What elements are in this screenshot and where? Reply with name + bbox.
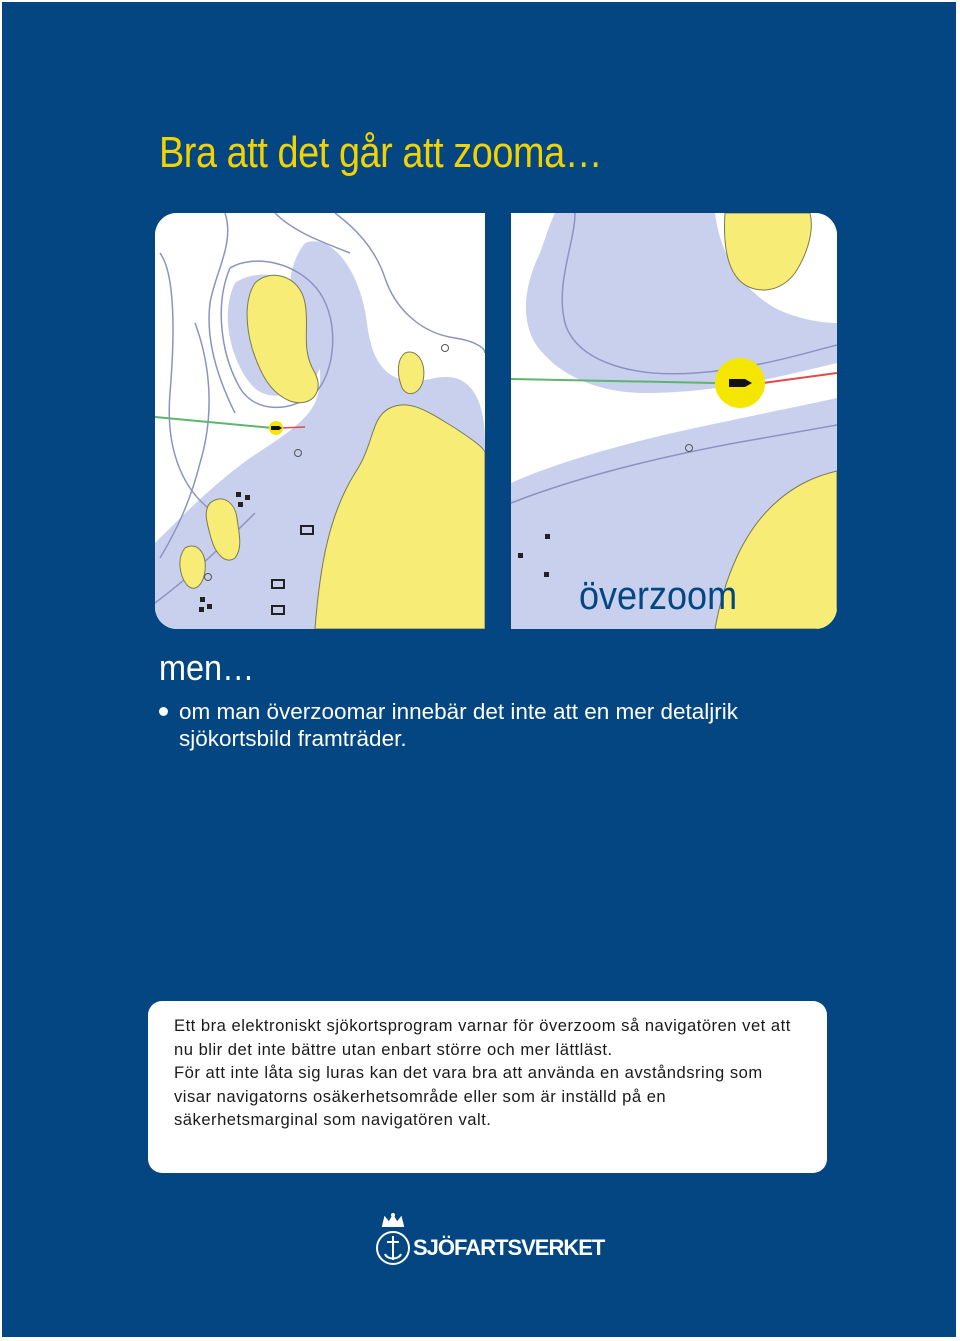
info-text-content: Ett bra elektroniskt sjökortsprogram varnar för överzoom så navigatören vet att nu blir det inte bättre utan enbart större och mer lättläst. För att inte låta sig luras kan det vara bra att använda en avståndsring som visar navigatorns osäkerhetsområde eller som är inställd på en säkerhetsmarginal som navigatören valt.: [174, 1016, 791, 1129]
bullet-list: [159, 698, 849, 752]
sjofartsverket-logo: [375, 1212, 605, 1274]
chart-comparison-image: [155, 213, 837, 629]
info-text: [174, 1014, 804, 1132]
bullet-icon: [159, 707, 168, 716]
overzoom-label: överzoom: [579, 574, 738, 618]
list-item: [159, 698, 849, 752]
info-box: [148, 1001, 827, 1173]
chart-comparison-panel: [155, 213, 837, 629]
overzoom-chart: [511, 213, 837, 629]
page-title: Bra att det går att zooma…: [159, 128, 603, 177]
logo-name: SJÖFARTSVERKET: [413, 1235, 605, 1260]
crown-anchor-icon: [375, 1212, 411, 1274]
normal-zoom-chart: [155, 213, 485, 629]
bullet-text: om man överzoomar innebär det inte att en mer detaljrik sjökortsbild framträder.: [179, 699, 739, 751]
chart-divider: [485, 213, 511, 629]
page: [2, 2, 956, 1337]
men-heading: men…: [159, 647, 255, 688]
